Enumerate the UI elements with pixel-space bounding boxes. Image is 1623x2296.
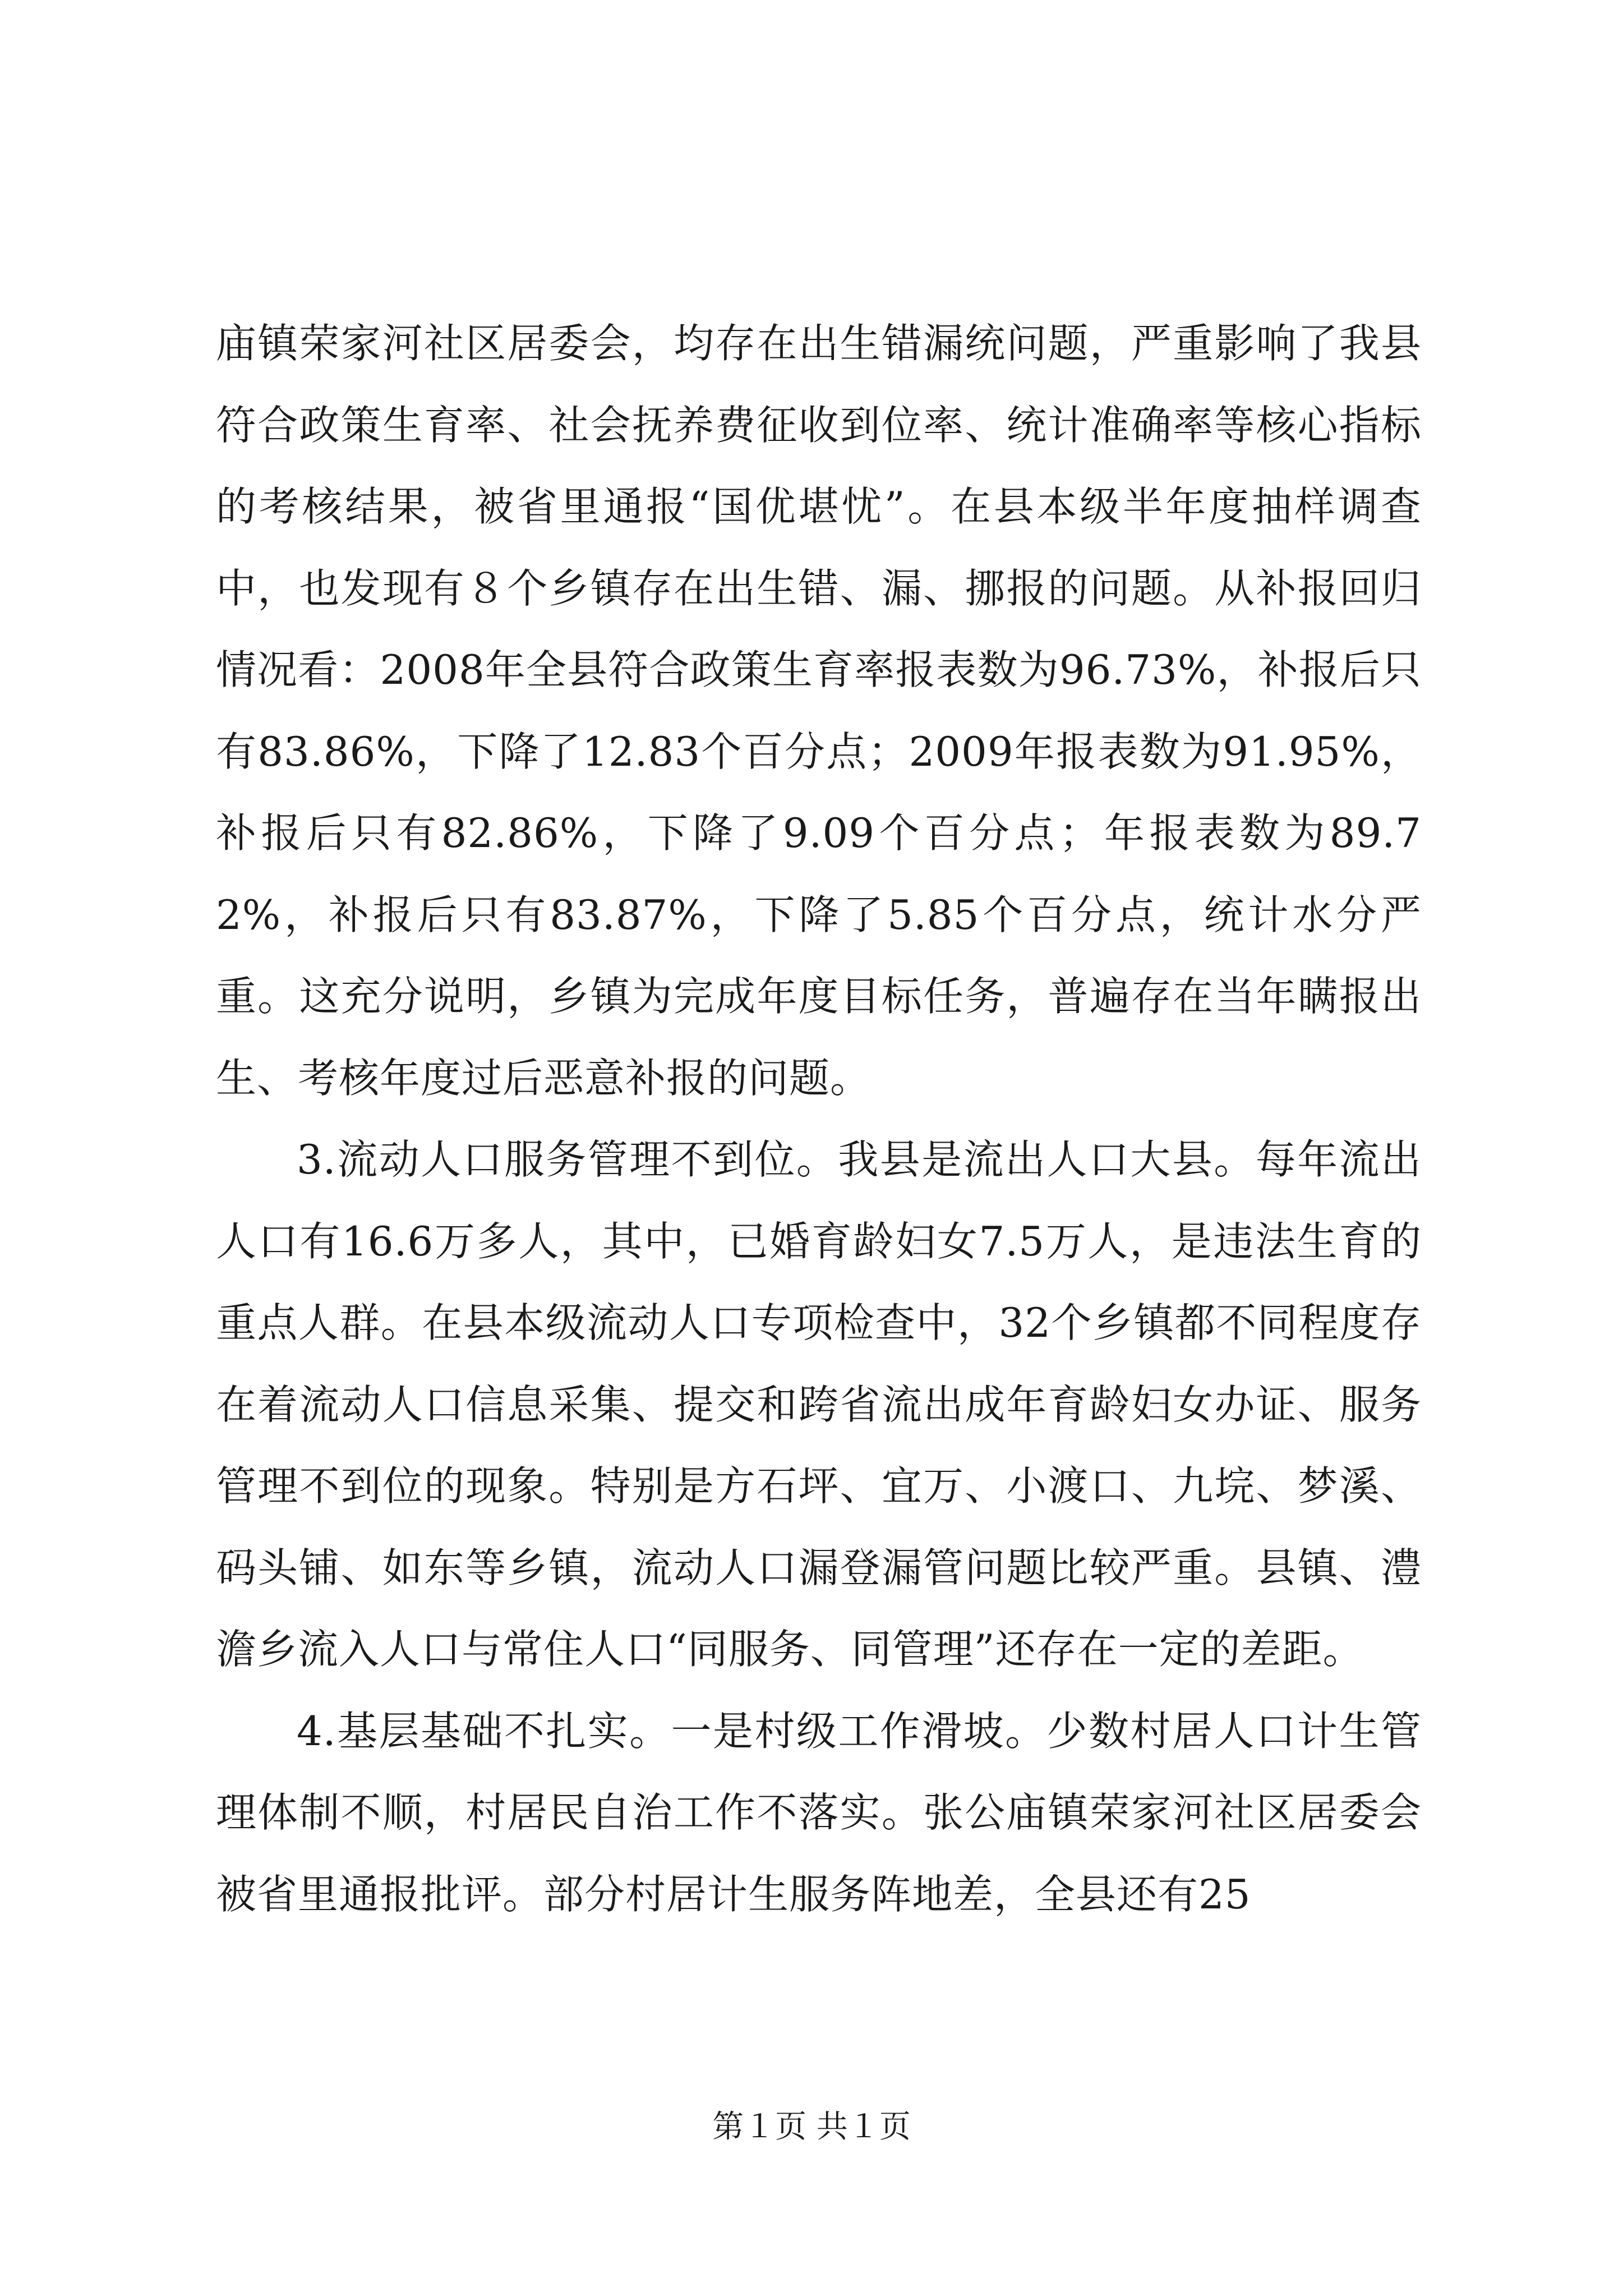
paragraph-1: 庙镇荣家河社区居委会，均存在出生错漏统问题，严重影响了我县符合政策生育率、社会抚养费征收到位率、统计准确率等核心指标的考核结果，被省里通报“国优堪忧”。在县本级半年度抽样调查中，也发现有８个乡镇存在出生错、漏、挪报的问题。从补报回归情况看：2008年全县符合政策生育率报表数为96.73%，补报后只有83.86%，下降了12.83个百分点；2009年报表数为91.95%，补报后只有82.86%，下降了9.09个百分点；年报表数为89.72%，补报后只有83.87%，下降了5.85个百分点，统计水分严重。这充分说明，乡镇为完成年度目标任务，普遍存在当年瞒报出生、考核年度过后恶意补报的问题。 xyxy=(216,320,1422,1102)
page-footer: 第１页 共１页 xyxy=(712,2109,911,2145)
paragraph-2: 3.流动人口服务管理不到位。我县是流出人口大县。每年流出人口有16.6万多人，其中，已婚育龄妇女7.5万人，是违法生育的重点人群。在县本级流动人口专项检查中，32个乡镇都不同程度存在着流动人口信息采集、提交和跨省流出成年育龄妇女办证、服务管理不到位的现象。特别是方石坪、宜万、小渡口、九垸、梦溪、码头铺、如东等乡镇，流动人口漏登漏管问题比较严重。县镇、澧澹乡流入人口与常住人口“同服务、同管理”还存在一定的差距。 xyxy=(216,1136,1422,1673)
paragraph-3: 4.基层基础不扎实。一是村级工作滑坡。少数村居人口计生管理体制不顺，村居民自治工作不落实。张公庙镇荣家河社区居委会被省里通报批评。部分村居计生服务阵地差，全县还有25 xyxy=(216,1707,1422,1918)
document-body xyxy=(216,303,1422,1935)
